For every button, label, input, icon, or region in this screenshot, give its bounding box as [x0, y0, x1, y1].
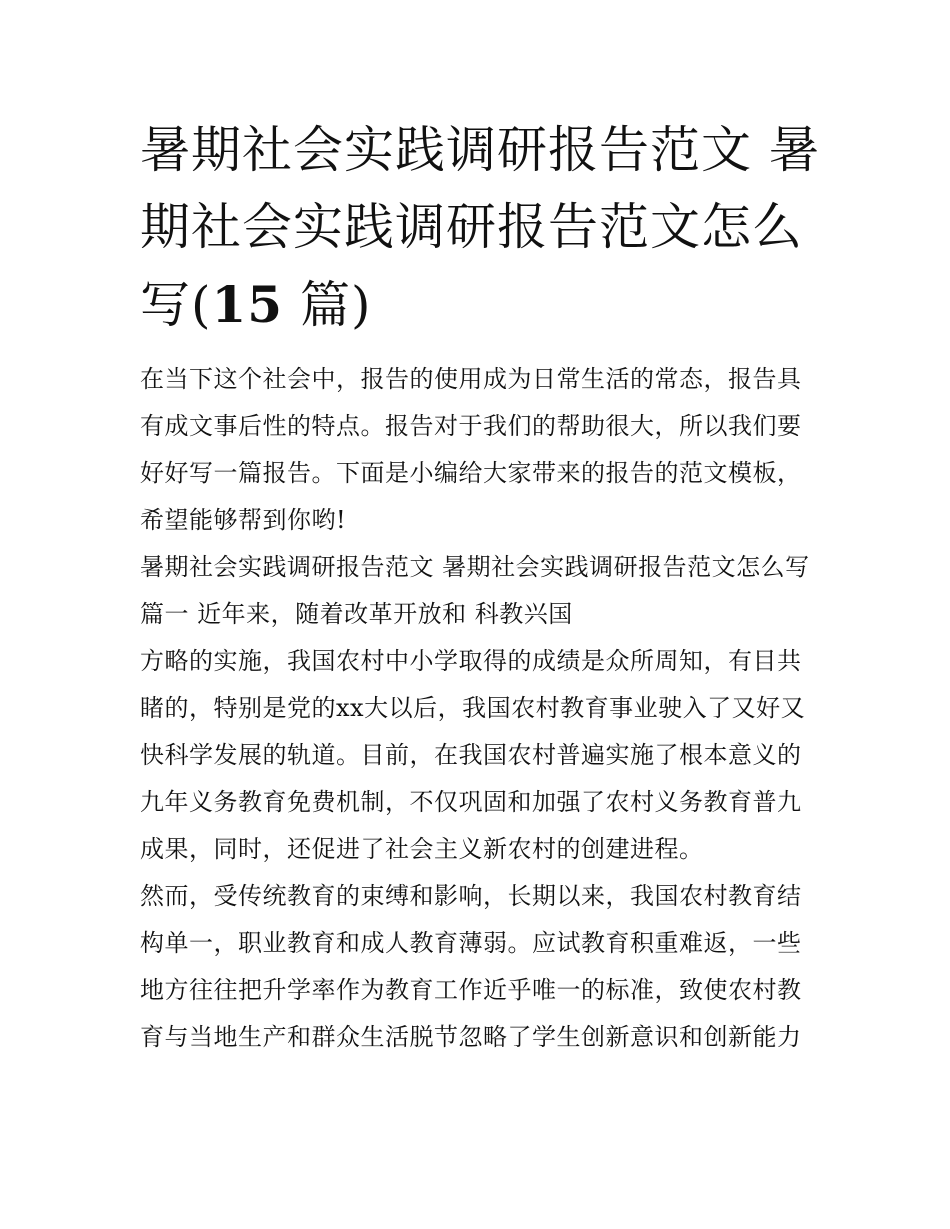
intro-paragraph: 在当下这个社会中，报告的使用成为日常生活的常态，报告具有成文事后性的特点。报告对于我们的帮助很大，所以我们要好好写一篇报告。下面是小编给大家带来的报告的范文模板，希望能够帮到你哟!: [140, 365, 802, 534]
document-title: [140, 112, 820, 344]
section-heading-paragraph: 暑期社会实践调研报告范文 暑期社会实践调研报告范文怎么写篇一 近年来，随着改革开放和 科教兴国: [140, 553, 810, 628]
document-body: [140, 356, 820, 1061]
title-count: 15: [211, 275, 284, 334]
body-paragraph: 然而，受传统教育的束缚和影响，长期以来，我国农村教育结构单一，职业教育和成人教育薄弱。应试教育积重难返，一些地方往往把升学率作为教育工作近乎唯一的标准，致使农村教育与当地生产和群众生活脱节忽略了学生创新意识和创新能力: [140, 882, 802, 1051]
title-suffix: 篇): [283, 276, 372, 334]
body-paragraph: 方略的实施，我国农村中小学取得的成绩是众所周知，有目共睹的，特别是党的xx大以后，我国农村教育事业驶入了又好又快科学发展的轨道。目前，在我国农村普遍实施了根本意义的九年义务教育免费机制，不仅巩固和加强了农村义务教育普九成果，同时，还促进了社会主义新农村的创建进程。: [140, 647, 806, 863]
title-text: 暑期社会实践调研报告范文 暑期社会实践调研报告范文怎么写(: [140, 121, 820, 334]
